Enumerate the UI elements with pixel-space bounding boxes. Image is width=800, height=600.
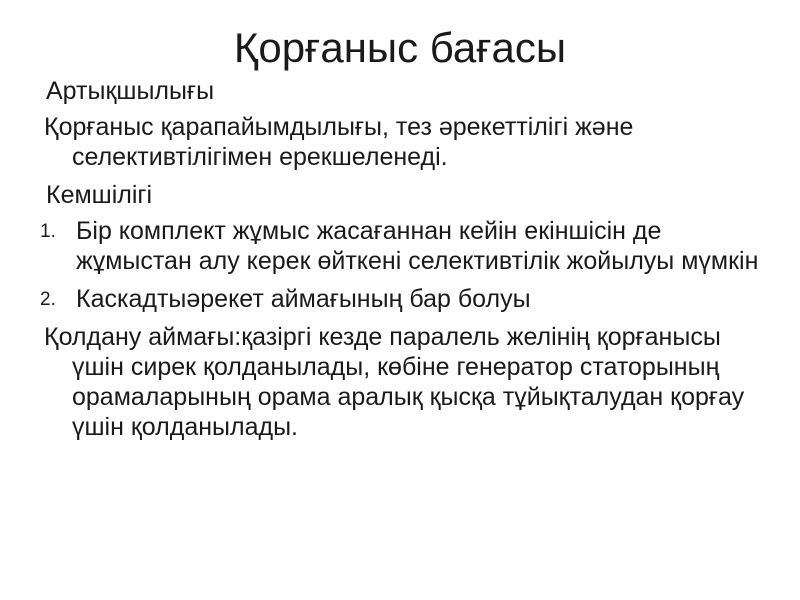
slide-body — [40, 74, 770, 442]
disadvantages-heading: Кемшілігі — [46, 181, 153, 209]
disadvantage-text-2: Каскадтыәрекет аймағының бар болуы — [76, 285, 531, 313]
advantages-heading: Артықшылығы — [46, 77, 215, 105]
disadvantage-item-2 — [40, 284, 770, 314]
usage-paragraph — [40, 322, 770, 442]
disadvantage-number-1: 1. — [40, 221, 56, 242]
disadvantage-number-2: 2. — [40, 289, 56, 310]
disadvantage-text-1: Бір комплект жұмыс жасағаннан кейін екіншісін де жұмыстан алу керек өйткені селективтілік жойылуы мүмкін — [76, 217, 759, 275]
usage-text: Қолдану аймағы:қазіргі кезде паралель желінің қорғанысы үшін сирек қолданылады, көбіне генератор статорының орамаларының орама аралық қысқа тұйықталудан қорғау үшін қолданылады. — [44, 323, 745, 441]
advantages-text — [40, 112, 770, 172]
slide-title: Қорғаныс бағасы — [233, 24, 567, 71]
advantages-text-content: Қорғаныс қарапайымдылығы, тез әрекеттілігі және селективтілігімен ерекшеленеді. — [44, 113, 634, 171]
disadvantage-item-1 — [40, 216, 770, 276]
